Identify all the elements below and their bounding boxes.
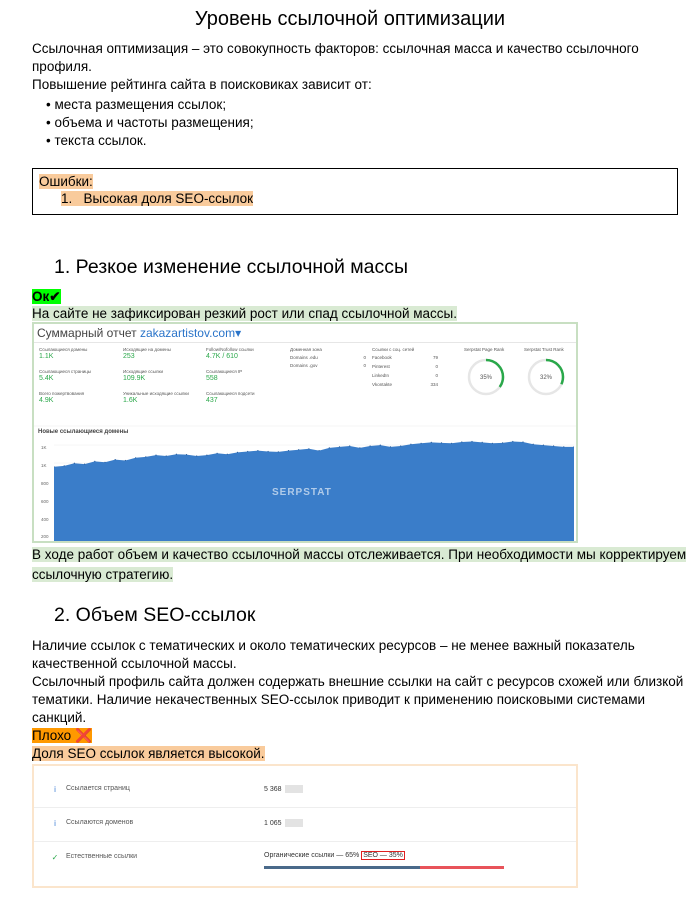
- row-label: Естественные ссылки: [66, 853, 138, 860]
- paragraph-line: Наличие ссылок с тематических и около тематических ресурсов – не менее важный показатель: [32, 638, 635, 653]
- paragraph-line: тематики. Наличие некачественных SEO-ссылок приводит к применению поисковыми системами: [32, 692, 646, 707]
- data-point: [461, 441, 462, 442]
- data-point: [380, 445, 381, 446]
- data-point: [319, 450, 320, 451]
- svg-text:32%: 32%: [539, 375, 553, 381]
- referring-domains-chart: [34, 427, 576, 541]
- social-block: Ссылки с соц. сетей Facebook 79 Pinterest 0 LinkedIn 0 Vkontakte 334: [372, 347, 438, 387]
- data-point: [492, 443, 493, 444]
- intro-line: Повышение рейтинга сайта в поисковиках зависит от:: [32, 77, 372, 92]
- data-point: [451, 443, 452, 444]
- zones-block: Доменная зона Domains .edu 0 Domains .gov 0: [290, 347, 366, 368]
- data-point: [206, 455, 207, 456]
- metric-cell: Ссылающиеся подсети 437: [206, 391, 255, 404]
- intro-line: профиля.: [32, 59, 92, 74]
- data-point: [563, 446, 564, 447]
- data-point: [502, 442, 503, 443]
- data-point: [186, 454, 187, 455]
- data-point: [288, 450, 289, 451]
- metric-cell: Исходящие на домены 253: [123, 347, 171, 360]
- data-point: [441, 442, 442, 443]
- y-tick: 200: [41, 534, 49, 539]
- page-title: Уровень ссылочной оптимизации: [194, 8, 506, 30]
- metric-cell: Ссылающиеся IP 558: [206, 369, 243, 382]
- info-icon: i: [54, 819, 56, 828]
- data-point: [410, 444, 411, 445]
- data-point: [339, 446, 340, 447]
- seo-links-panel: [32, 764, 578, 888]
- data-point: [145, 456, 146, 457]
- data-point: [268, 451, 269, 452]
- data-point: [176, 454, 177, 455]
- chevron-down-icon[interactable]: ▾: [235, 326, 242, 340]
- info-icon: i: [54, 785, 56, 794]
- status-bad-badge: Плохо ❌: [32, 728, 92, 743]
- y-tick: 800: [41, 481, 49, 486]
- data-point: [155, 455, 156, 456]
- data-point: [471, 441, 472, 442]
- row-label: Ссылаются доменов: [66, 819, 134, 826]
- metric-cell: Уникальные исходящие ссылки 1.6K: [123, 391, 189, 404]
- finding-text: Доля SEO ссылок является высокой.: [32, 746, 265, 761]
- data-point: [421, 443, 422, 444]
- data-point: [135, 457, 136, 458]
- data-point: [247, 451, 248, 452]
- serpstat-summary-panel: [32, 322, 578, 543]
- data-point: [522, 441, 523, 442]
- bullet-item: • объема и частоты размещения;: [46, 115, 254, 130]
- data-point: [370, 445, 371, 446]
- page-rank-gauge: [466, 357, 506, 397]
- paragraph-line: Ссылочный профиль сайта должен содержать внешние ссылки на сайт с ресурсов схожей или близкой: [32, 674, 684, 689]
- metric-cell: Ссылающиеся домены 1.1K: [39, 347, 88, 360]
- panel-row: [34, 808, 576, 842]
- metric-cell: Follow/Nofollow ссылки 4.7K / 610: [206, 347, 254, 360]
- data-point: [278, 451, 279, 452]
- after-text: ссылочную стратегию.: [32, 567, 174, 582]
- panel-row: [34, 842, 576, 875]
- data-point: [217, 453, 218, 454]
- data-point: [533, 444, 534, 445]
- y-tick: 600: [41, 499, 49, 504]
- data-point: [543, 445, 544, 446]
- row-label: Ссылается страниц: [66, 785, 130, 792]
- data-point: [553, 445, 554, 446]
- seo-share-label: SEO — 35%: [363, 852, 403, 859]
- page-rank-title: Serpstat Page Rank: [464, 347, 505, 352]
- errors-box: [32, 168, 678, 215]
- data-point: [349, 445, 350, 446]
- trust-rank-gauge: [526, 357, 566, 397]
- paragraph-line: санкций.: [32, 710, 87, 725]
- intro-line: Ссылочная оптимизация – это совокупность факторов: ссылочная масса и качество ссылочного: [32, 41, 639, 56]
- metric-cell: Всего пожертвования 4.9K: [39, 391, 85, 404]
- data-point: [400, 445, 401, 446]
- data-point: [115, 459, 116, 460]
- data-point: [196, 455, 197, 456]
- data-point: [84, 464, 85, 465]
- metric-cell: Ссылающиеся страницы 5.4K: [39, 369, 92, 382]
- errors-label: Ошибки:: [39, 174, 93, 189]
- trust-rank-title: Serpstat Trust Rank: [524, 347, 564, 352]
- data-point: [257, 450, 258, 451]
- status-ok-badge: Ок✔: [32, 289, 61, 304]
- data-point: [104, 462, 105, 463]
- data-point: [298, 449, 299, 450]
- data-point: [482, 442, 483, 443]
- section-heading: 2. Объем SEO-ссылок: [54, 604, 256, 626]
- error-item: 1. Высокая доля SEO-ссылок: [61, 191, 254, 206]
- metric-cell: Исходящие ссылки 109.9K: [123, 369, 163, 382]
- svg-text:35%: 35%: [479, 375, 493, 381]
- organic-share-fill: [264, 866, 420, 869]
- y-tick: 1K: [41, 463, 47, 468]
- row-value: 1 065: [264, 819, 303, 827]
- metrics-grid: [34, 342, 576, 425]
- data-point: [166, 455, 167, 456]
- y-tick: 1K: [41, 445, 47, 450]
- data-point: [512, 441, 513, 442]
- data-point: [431, 442, 432, 443]
- bullet-item: • места размещения ссылок;: [46, 97, 227, 112]
- row-value: 5 368: [264, 785, 303, 793]
- chart-title: Новые ссылающиеся домены: [38, 429, 129, 435]
- paragraph-line: качественной ссылочной массы.: [32, 656, 237, 671]
- share-bar: [264, 866, 504, 869]
- organic-share-label: Органические ссылки — 65%: [264, 852, 360, 859]
- data-point: [64, 465, 65, 466]
- data-point: [125, 460, 126, 461]
- y-tick: 400: [41, 517, 49, 522]
- data-point: [227, 454, 228, 455]
- data-point: [359, 447, 360, 448]
- finding-text: На сайте не зафиксирован резкий рост или спад ссылочной массы.: [32, 306, 457, 321]
- bullet-item: • текста ссылок.: [46, 133, 147, 148]
- check-icon: ✓: [51, 853, 59, 862]
- row-value: [264, 851, 405, 860]
- section-heading: 1. Резкое изменение ссылочной массы: [54, 256, 409, 278]
- domain-link[interactable]: zakazartistov.com: [139, 326, 236, 340]
- data-point: [390, 446, 391, 447]
- data-point: [329, 447, 330, 448]
- panel-row: [34, 774, 576, 808]
- serpstat-header: [34, 324, 576, 342]
- report-label: Суммарный отчет: [37, 326, 137, 340]
- data-point: [74, 463, 75, 464]
- data-point: [308, 448, 309, 449]
- serpstat-watermark: SERPSTAT: [272, 487, 332, 498]
- after-text: В ходе работ объем и качество ссылочной массы отслеживается. При необходимости мы корректируем: [32, 547, 687, 562]
- data-point: [237, 452, 238, 453]
- data-point: [94, 461, 95, 462]
